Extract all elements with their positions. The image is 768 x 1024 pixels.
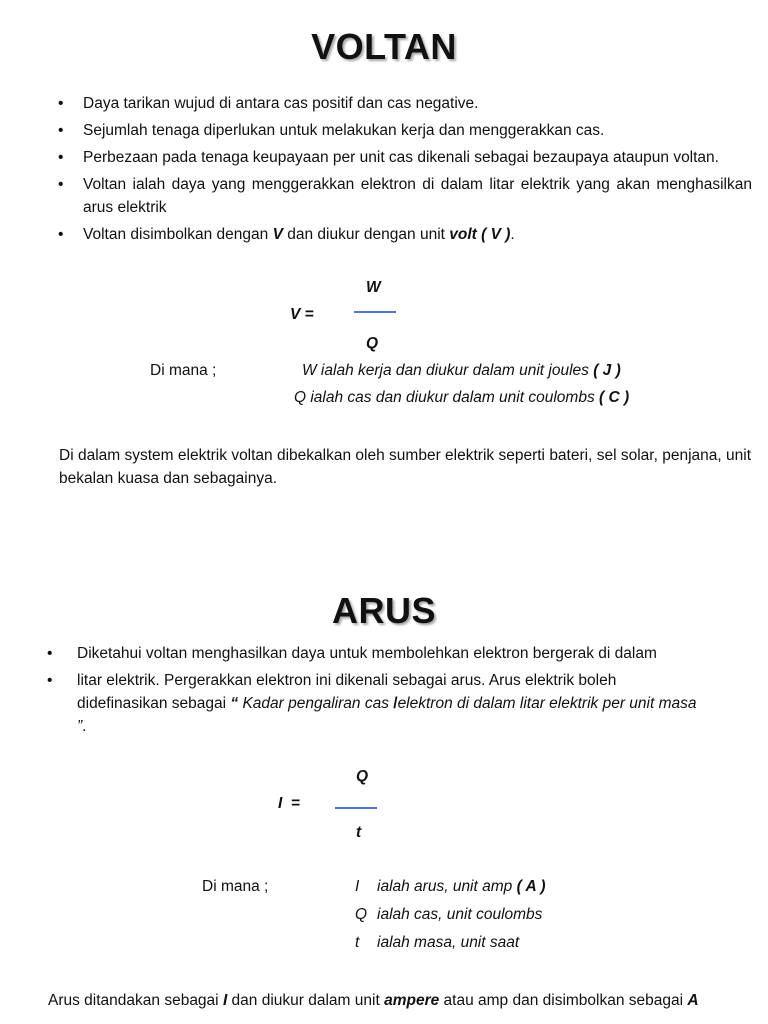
formula-numerator: W — [366, 279, 381, 296]
list-item: • Diketahui voltan menghasilkan daya untuk membolehkan elektron bergerak di dalam — [47, 642, 707, 665]
where-line: I ialah arus, unit amp ( A ) — [355, 878, 546, 895]
where-label: Di mana ; — [202, 878, 269, 895]
list-item: • litar elektrik. Pergerakkan elektron ini dikenali sebagai arus. Arus elektrik boleh didefinasikan sebagai “ Kadar pengaliran cas /elektron di dalam litar elektrik per unit masa ”. — [47, 669, 707, 738]
where-line: W ialah kerja dan diukur dalam unit joules ( J ) — [302, 362, 621, 379]
list-item: • Voltan ialah daya yang menggerakkan elektron di dalam litar elektrik yang akan menghasilkan arus elektrik — [58, 173, 752, 219]
voltan-title: VOLTAN — [311, 26, 457, 67]
voltan-paragraph: Di dalam system elektrik voltan dibekalkan oleh sumber elektrik seperti bateri, sel solar, penjana, unit bekalan kuasa dan sebagainya. — [59, 447, 751, 487]
bullet-icon: • — [58, 226, 64, 243]
arus-bullet-list — [47, 642, 707, 738]
list-item: • Sejumlah tenaga diperlukan untuk melakukan kerja dan menggerakkan cas. — [58, 119, 752, 142]
list-item: • Voltan disimbolkan dengan V dan diukur dengan unit volt ( V ). — [58, 223, 752, 246]
where-line: t ialah masa, unit saat — [355, 934, 520, 951]
bullet-icon: • — [58, 95, 64, 112]
voltan-bullet-list — [58, 92, 752, 246]
fraction-line — [354, 311, 396, 313]
fraction-line — [335, 807, 377, 809]
bullet-icon: • — [58, 176, 64, 193]
bullet-icon: • — [47, 672, 53, 689]
formula-denominator: Q — [366, 335, 379, 352]
where-line: Q ialah cas dan diukur dalam unit coulombs ( C ) — [294, 389, 630, 406]
formula-numerator: Q — [356, 768, 369, 785]
arus-footer: Arus ditandakan sebagai I dan diukur dalam unit ampere atau amp dan disimbolkan sebagai A — [48, 992, 699, 1009]
where-label: Di mana ; — [150, 362, 217, 379]
formula-lhs: I = — [278, 795, 300, 812]
bullet-icon: • — [58, 122, 64, 139]
where-line: Q ialah cas, unit coulombs — [355, 906, 543, 923]
list-item: • Perbezaan pada tenaga keupayaan per unit cas dikenali sebagai bezaupaya ataupun voltan. — [58, 146, 752, 169]
list-item: • Daya tarikan wujud di antara cas positif dan cas negative. — [58, 92, 752, 115]
bullet-icon: • — [47, 645, 53, 662]
formula-denominator: t — [356, 824, 362, 841]
formula-lhs: V = — [290, 306, 314, 323]
arus-title: ARUS — [331, 590, 436, 631]
bullet-icon: • — [58, 149, 64, 166]
